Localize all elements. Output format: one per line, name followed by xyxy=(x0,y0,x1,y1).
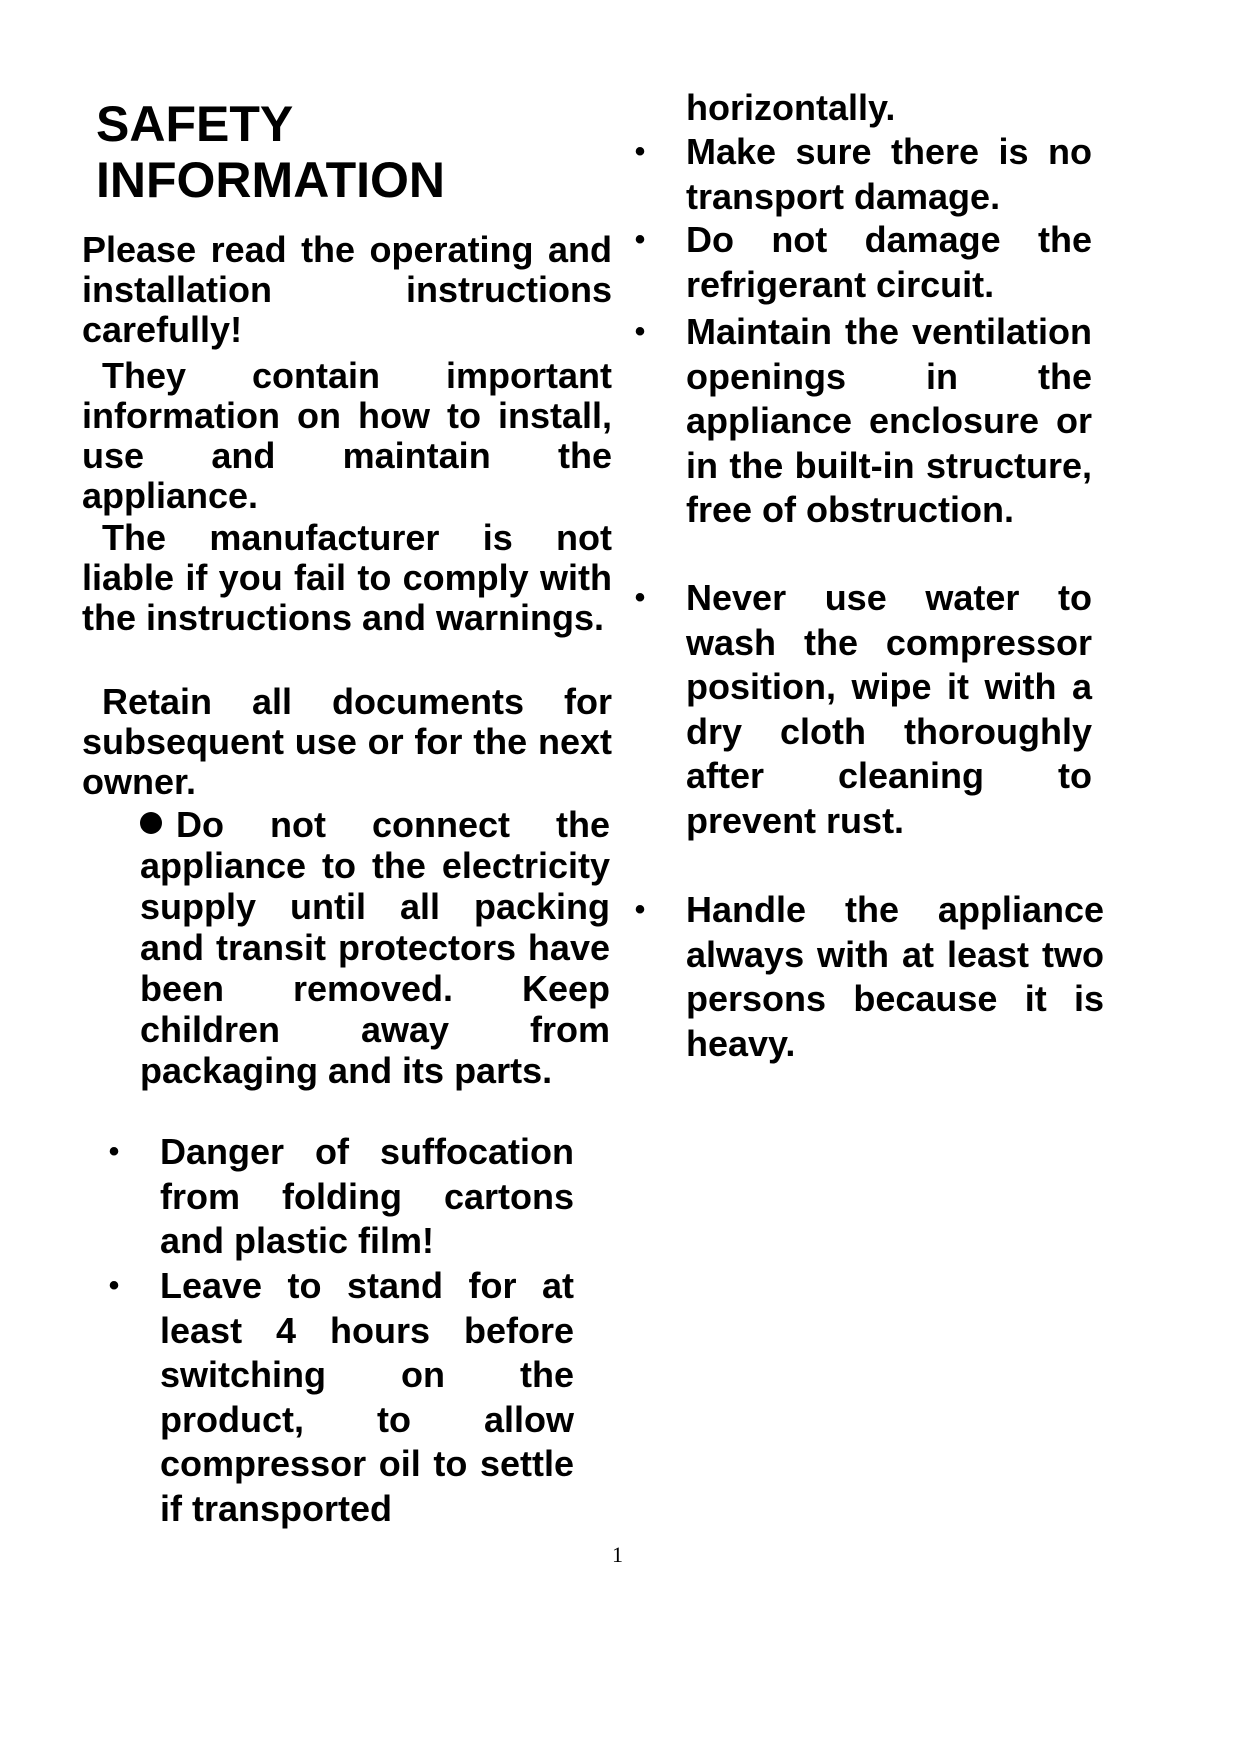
list-item xyxy=(634,218,1092,307)
bullet-icon: • xyxy=(108,1269,120,1302)
bullet-icon: • xyxy=(108,1135,120,1168)
list-item xyxy=(634,576,1092,843)
list-item xyxy=(108,1264,574,1531)
intro-paragraph: Please read the operating and installation instructions carefully! xyxy=(82,229,612,350)
list-item xyxy=(634,310,1092,533)
list-item-text: Maintain the ventilation openings in the appliance enclosure or in the built-in structure, free of obstruction. xyxy=(686,311,1092,530)
list-item xyxy=(634,888,1104,1066)
list-item-text: Leave to stand for at least 4 hours before switching on the product, to allow compressor oil to settle if transported xyxy=(160,1265,574,1529)
bullet-icon: • xyxy=(634,223,646,256)
list-item-text: Do not damage the refrigerant circuit. xyxy=(686,219,1092,305)
page-number: 1 xyxy=(612,1542,623,1567)
list-item-text: Handle the appliance always with at least two persons because it is heavy. xyxy=(686,889,1104,1064)
bullet-icon: • xyxy=(634,135,646,168)
list-item-text: Danger of suffocation from folding cartons and plastic film! xyxy=(160,1131,574,1261)
title-line-1: SAFETY xyxy=(96,96,294,152)
list-item xyxy=(140,804,610,1091)
list-item-text: Make sure there is no transport damage. xyxy=(686,131,1092,217)
list-item-text: Never use water to wash the compressor position, wipe it with a dry cloth thoroughly after cleaning to prevent rust. xyxy=(686,577,1092,841)
list-item-text: Do not connect the appliance to the electricity supply until all packing and transit protectors have been removed. Keep children away from packaging and its parts. xyxy=(140,804,610,1091)
title-line-2: INFORMATION xyxy=(96,152,446,208)
list-item xyxy=(108,1130,574,1264)
page-title xyxy=(96,96,445,208)
bullet-icon: • xyxy=(634,315,646,348)
bullet-icon: • xyxy=(634,581,646,614)
retain-paragraph: Retain all documents for subsequent use or for the next owner. xyxy=(82,681,612,802)
liability-paragraph: The manufacturer is not liable if you fail to comply with the instructions and warnings. xyxy=(82,517,612,638)
info-paragraph: They contain important information on how to install, use and maintain the appliance. xyxy=(82,355,612,516)
bullet-icon: • xyxy=(634,893,646,926)
continuation-text: horizontally. xyxy=(686,87,896,128)
list-item xyxy=(634,130,1092,219)
filled-circle-icon xyxy=(140,812,162,834)
